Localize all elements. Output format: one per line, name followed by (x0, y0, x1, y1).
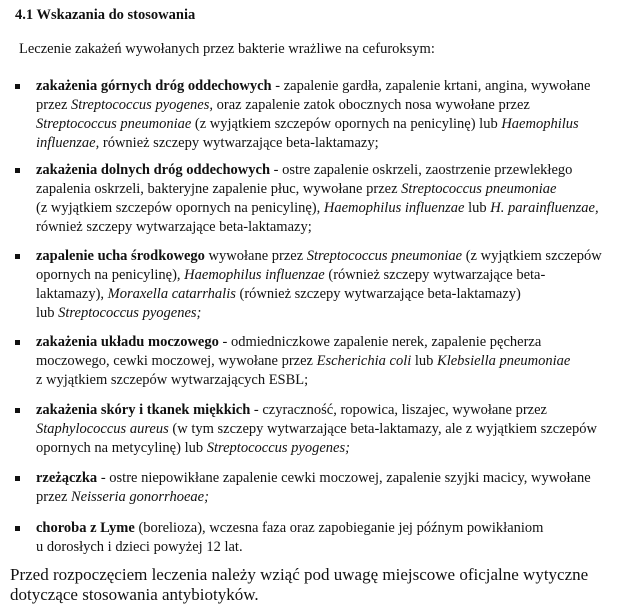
bullet-icon (15, 84, 20, 89)
organism-name: H. parainfluenzae, (490, 200, 599, 216)
text-line (36, 371, 615, 390)
text-run: opornych na metycylinę) lub (36, 440, 207, 456)
text-line (36, 352, 615, 371)
text-run: również szczepy wytwarzające beta-laktamazy; (36, 219, 312, 235)
indication-term: zakażenia dolnych dróg oddechowych (36, 162, 271, 178)
organism-name: Streptococcus pneumoniae (401, 181, 557, 197)
text-line (36, 333, 615, 352)
bullet-icon (15, 340, 20, 345)
text-line (36, 134, 615, 153)
text-run: laktamazy), (36, 286, 108, 302)
indication-term: zakażenia skóry i tkanek miękkich (36, 402, 251, 418)
text-line (36, 538, 615, 557)
organism-name: Streptococcus pyogenes; (58, 305, 202, 321)
indication-text (36, 77, 615, 153)
organism-name: Neisseria gonorrhoeae; (71, 489, 209, 505)
text-line (36, 519, 615, 538)
indication-item (15, 77, 615, 153)
text-run: - zapalenie gardła, zapalenie krtani, angina, wywołane (271, 78, 591, 94)
text-run: (z wyjątkiem szczepów (462, 248, 602, 264)
text-line (36, 77, 615, 96)
organism-name: Streptococcus pyogenes, (71, 97, 214, 113)
text-run: (również szczepy wytwarzające beta-laktamazy) (235, 286, 521, 302)
text-run: - ostre zapalenie oskrzeli, zaostrzenie przewlekłego (270, 162, 573, 178)
text-line (36, 218, 615, 237)
text-line (36, 247, 615, 266)
text-run: - czyraczność, ropowica, liszajec, wywołane przez (250, 402, 547, 418)
text-line (36, 96, 615, 115)
indication-text (36, 161, 615, 237)
indication-text (36, 519, 615, 557)
organism-name: Streptococcus pneumoniae (306, 248, 463, 264)
indication-item (15, 247, 615, 323)
text-run: lub (36, 305, 59, 321)
text-run: moczowego, cewki moczowej, wywołane przez (36, 353, 317, 369)
text-line (36, 401, 615, 420)
indication-text (36, 469, 615, 507)
text-run: lub (411, 353, 438, 369)
text-run: opornych na penicylinę), (36, 267, 185, 283)
text-line (36, 266, 615, 285)
bullet-icon (15, 254, 20, 259)
text-run: z wyjątkiem szczepów wytwarzających ESBL; (36, 372, 309, 388)
indication-term: zakażenia układu moczowego (36, 334, 219, 350)
text-run: (w tym szczepy wytwarzające beta-laktamazy, ale z wyjątkiem szczepów (168, 421, 597, 437)
indication-term: zapalenie ucha środkowego (36, 248, 205, 264)
text-line (36, 439, 615, 458)
indication-term: rzeżączka (36, 470, 98, 486)
closing-note-line: dotyczące stosowania antybiotyków. (10, 585, 259, 604)
organism-name: Haemophilus (501, 116, 579, 132)
indication-term: zakażenia górnych dróg oddechowych (36, 78, 272, 94)
bullet-icon (15, 408, 20, 413)
organism-name: Haemophilus influenzae (323, 200, 465, 216)
organism-name: Escherichia coli (316, 353, 412, 369)
indication-item (15, 469, 615, 507)
text-run: wywołane przez (204, 248, 307, 264)
text-line (36, 285, 615, 304)
closing-note (10, 565, 588, 605)
indication-text (36, 333, 615, 390)
text-run: lub (464, 200, 491, 216)
text-run: - odmiedniczkowe zapalenie nerek, zapalenie pęcherza (218, 334, 542, 350)
text-run: (borelioza), wczesna faza oraz zapobieganie jej późnym powikłaniom (134, 520, 544, 536)
text-run: (również szczepy wytwarzające beta- (324, 267, 546, 283)
organism-name: Streptococcus pyogenes; (206, 440, 350, 456)
text-run: oraz zapalenie zatok obocznych nosa wywołane przez (213, 97, 530, 113)
organism-name: influenzae, (36, 135, 100, 151)
section-intro: Leczenie zakażeń wywołanych przez bakterie wrażliwe na cefuroksym: (19, 41, 435, 57)
organism-name: Streptococcus pneumoniae (36, 116, 192, 132)
text-run: - ostre niepowikłane zapalenie cewki moczowej, zapalenie szyjki macicy, wywołane (97, 470, 591, 486)
text-line (36, 420, 615, 439)
indication-term: choroba z Lyme (36, 520, 135, 536)
text-line (36, 199, 615, 218)
text-line (36, 180, 615, 199)
indication-text (36, 247, 615, 323)
text-run: przez (36, 489, 72, 505)
organism-name: Staphylococcus aureus (36, 421, 169, 437)
organism-name: Moraxella catarrhalis (107, 286, 236, 302)
text-line (36, 304, 615, 323)
text-line (36, 161, 615, 180)
text-line (36, 115, 615, 134)
bullet-icon (15, 476, 20, 481)
text-line (36, 488, 615, 507)
indication-item (15, 161, 615, 237)
indication-item (15, 401, 615, 458)
section-heading: 4.1 Wskazania do stosowania (15, 7, 196, 23)
text-run: (z wyjątkiem szczepów opornych na penicylinę), (36, 200, 324, 216)
text-run: przez (36, 97, 72, 113)
indication-item (15, 333, 615, 390)
text-run: również szczepy wytwarzające beta-laktamazy; (99, 135, 379, 151)
closing-note-line: Przed rozpoczęciem leczenia należy wziąć pod uwagę miejscowe oficjalne wytyczne (10, 565, 589, 584)
indication-item (15, 519, 615, 557)
text-run: (z wyjątkiem szczepów opornych na penicylinę) lub (191, 116, 502, 132)
text-line (36, 469, 615, 488)
text-run: zapalenia oskrzeli, bakteryjne zapalenie płuc, wywołane przez (36, 181, 402, 197)
indication-text (36, 401, 615, 458)
bullet-icon (15, 526, 20, 531)
organism-name: Haemophilus influenzae (184, 267, 325, 283)
bullet-icon (15, 168, 20, 173)
text-run: u dorosłych i dzieci powyżej 12 lat. (36, 539, 243, 555)
organism-name: Klebsiella pneumoniae (437, 353, 571, 369)
